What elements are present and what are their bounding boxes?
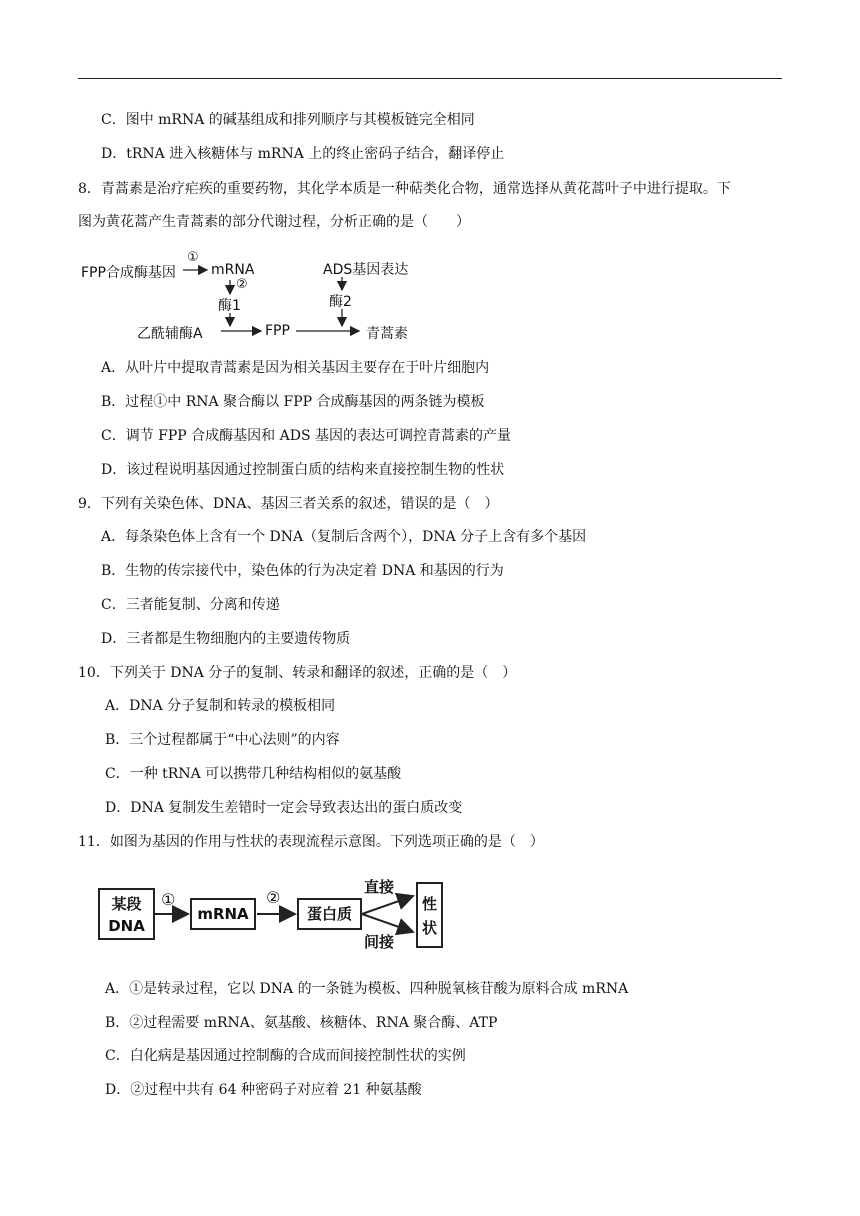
step2-label: ② <box>236 277 248 292</box>
q7-option-c: C．图中 mRNA 的碱基组成和排列顺序与其模板链完全相同 <box>101 112 475 128</box>
q9-stem: 9．下列有关染色体、DNA、基因三者关系的叙述，错误的是（ ） <box>78 496 499 512</box>
q11-option-a: A．①是转录过程，它以 DNA 的一条链为模板、四种脱氧核苷酸为原料合成 mRNA <box>105 981 629 997</box>
q8-option-a: A．从叶片中提取青蒿素是因为相关基因主要存在于叶片细胞内 <box>101 360 490 376</box>
artemisinin-label: 青蒿素 <box>366 326 408 342</box>
trait-box-line1: 性 <box>421 895 437 913</box>
protein-box: 蛋白质 <box>297 898 362 930</box>
dna-box-line2: DNA <box>108 917 145 935</box>
q10-option-a: A．DNA 分子复制和转录的模板相同 <box>105 698 336 714</box>
dna-box <box>98 888 155 940</box>
q9-option-a: A．每条染色体上含有一个 DNA（复制后含两个），DNA 分子上含有多个基因 <box>101 529 587 545</box>
q10-option-b: B．三个过程都属于“中心法则”的内容 <box>105 732 340 748</box>
q11-option-d: D．②过程中共有 64 种密码子对应着 21 种氨基酸 <box>105 1082 422 1098</box>
q8-stem-line2: 图为黄花蒿产生青蒿素的部分代谢过程，分析正确的是（ ） <box>78 214 470 230</box>
enzyme2-label: 酶2 <box>329 294 352 310</box>
fpp-gene-label: FPP合成酶基因 <box>81 265 176 281</box>
q8-option-d: D．该过程说明基因通过控制蛋白质的结构来直接控制生物的性状 <box>101 462 505 478</box>
q10-option-d: D．DNA 复制发生差错时一定会导致表达出的蛋白质改变 <box>105 800 463 816</box>
q7-option-d: D．tRNA 进入核糖体与 mRNA 上的终止密码子结合，翻译停止 <box>101 146 505 162</box>
q11-step2-label: ② <box>266 888 281 907</box>
q10-stem: 10．下列关于 DNA 分子的复制、转录和翻译的叙述，正确的是（ ） <box>78 665 517 681</box>
mrna-label: mRNA <box>211 262 255 278</box>
trait-box <box>416 882 443 948</box>
enzyme1-label: 酶1 <box>218 298 241 314</box>
q8-option-c: C．调节 FPP 合成酶基因和 ADS 基因的表达可调控青蒿素的产量 <box>101 428 511 444</box>
step1-label: ① <box>187 250 199 265</box>
dna-box-line1: 某段 <box>111 895 142 913</box>
mrna-box: mRNA <box>190 898 256 930</box>
q8-option-b: B．过程①中 RNA 聚合酶以 FPP 合成酶基因的两条链为模板 <box>101 394 485 410</box>
fpp-label: FPP <box>265 323 290 339</box>
indirect-label: 间接 <box>364 933 395 951</box>
ads-gene-label: ADS基因表达 <box>323 262 409 278</box>
q8-stem-line1: 8．青蒿素是治疗疟疾的重要药物，其化学本质是一种萜类化合物，通常选择从黄花蒿叶子中进行提取。下 <box>78 181 731 197</box>
q11-option-b: B．②过程需要 mRNA、氨基酸、核糖体、RNA 聚合酶、ATP <box>105 1015 498 1031</box>
q9-option-b: B．生物的传宗接代中，染色体的行为决定着 DNA 和基因的行为 <box>101 563 504 579</box>
q10-option-c: C．一种 tRNA 可以携带几种结构相似的氨基酸 <box>105 766 402 782</box>
q9-option-c: C．三者能复制、分离和传递 <box>101 597 280 613</box>
q11-step1-label: ① <box>161 890 176 909</box>
direct-label: 直接 <box>364 878 395 896</box>
q11-stem: 11．如图为基因的作用与性状的表现流程示意图。下列选项正确的是（ ） <box>78 834 544 850</box>
q11-option-c: C．白化病是基因通过控制酶的合成而间接控制性状的实例 <box>105 1048 466 1064</box>
q9-option-d: D．三者都是生物细胞内的主要遗传物质 <box>101 631 351 647</box>
acetyl-coa-label: 乙酰辅酶A <box>137 326 203 342</box>
trait-box-line2: 状 <box>421 919 437 937</box>
